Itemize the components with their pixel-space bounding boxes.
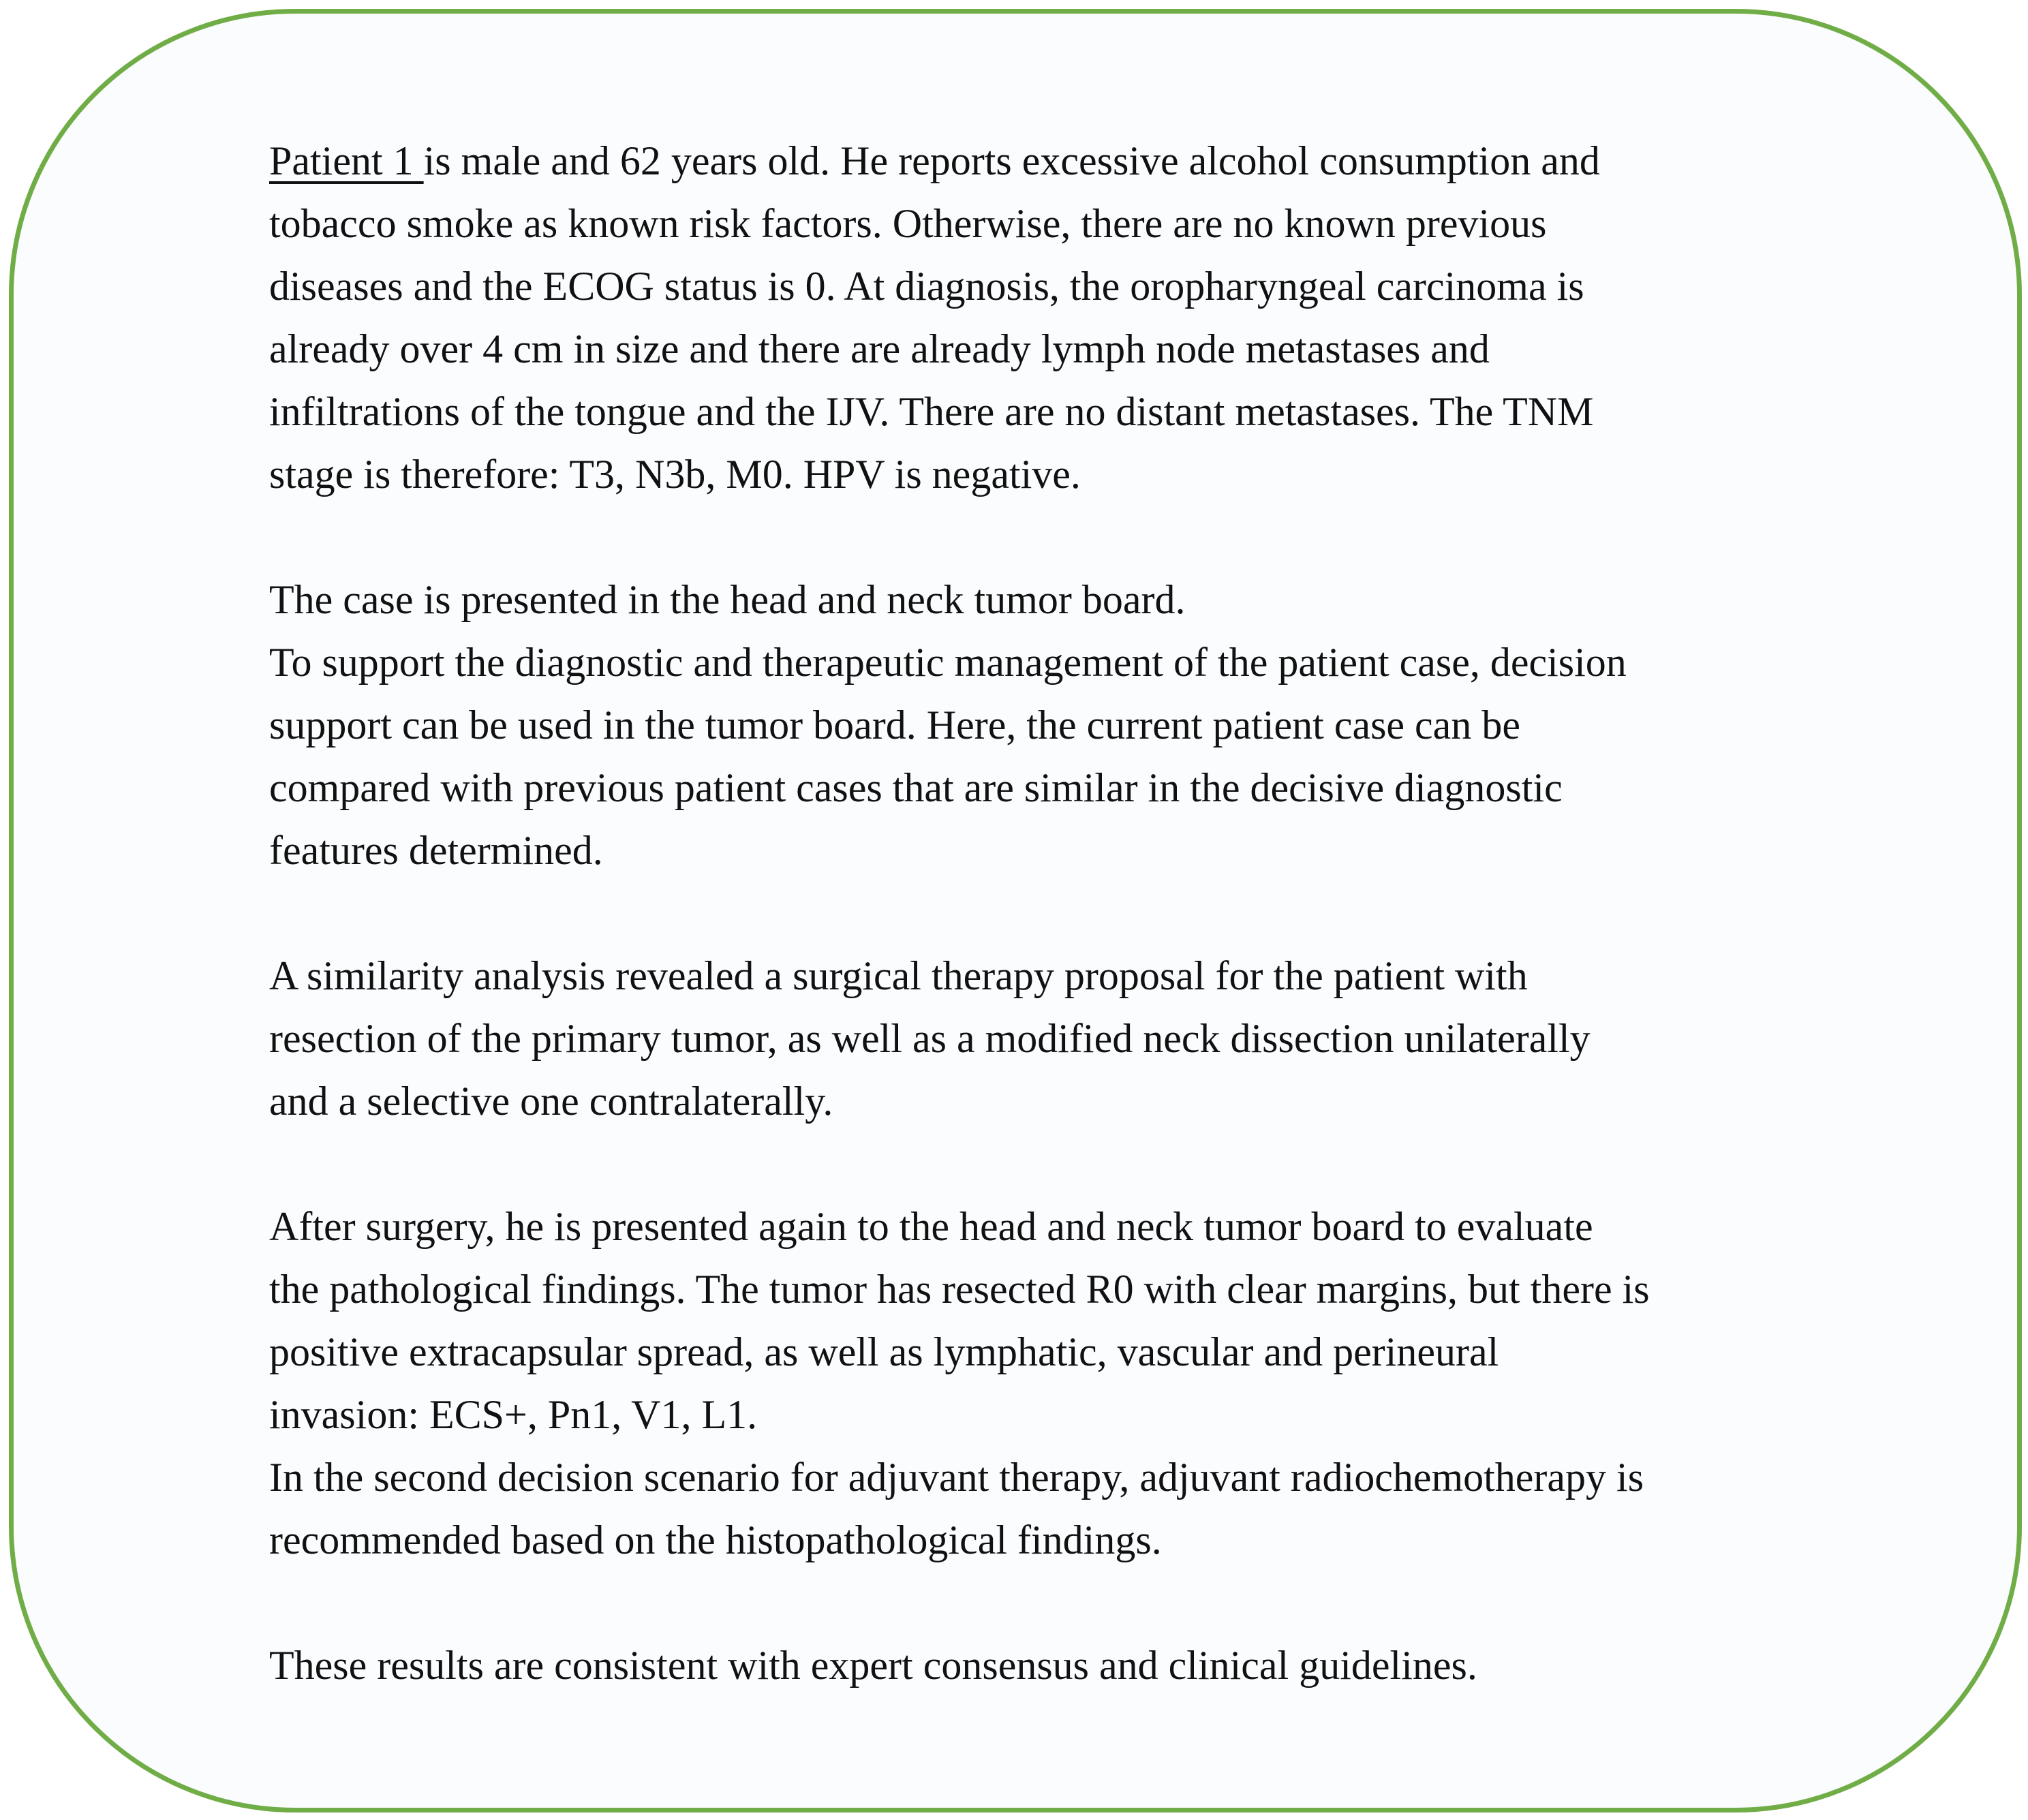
text-line: tobacco smoke as known risk factors. Otherwise, there are no known previous <box>269 201 1547 246</box>
text-line: diseases and the ECOG status is 0. At diagnosis, the oropharyngeal carcinoma is <box>269 264 1584 309</box>
text-line: stage is therefore: T3, N3b, M0. HPV is negative. <box>269 452 1081 497</box>
text-line: features determined. <box>269 828 603 873</box>
text-line: In the second decision scenario for adjuvant therapy, adjuvant radiochemotherapy is <box>269 1455 1644 1500</box>
text-line: A similarity analysis revealed a surgical therapy proposal for the patient with <box>269 953 1528 998</box>
paragraph-spacer <box>269 506 1650 568</box>
text-line-content: is male and 62 years old. He reports excessive alcohol consumption and <box>423 138 1600 183</box>
text-line: These results are consistent with expert consensus and clinical guidelines. <box>269 1643 1477 1688</box>
case-description <box>269 129 1650 1697</box>
paragraph-similarity-analysis <box>269 944 1650 1132</box>
text-line: the pathological findings. The tumor has resected R0 with clear margins, but there is <box>269 1267 1650 1312</box>
text-line: compared with previous patient cases that are similar in the decisive diagnostic <box>269 765 1563 810</box>
paragraph-spacer <box>269 882 1650 944</box>
paragraph-post-surgery <box>269 1195 1650 1571</box>
text-line: and a selective one contralaterally. <box>269 1079 833 1124</box>
text-line: positive extracapsular spread, as well as lymphatic, vascular and perineural <box>269 1329 1499 1374</box>
paragraph-conclusion <box>269 1634 1650 1697</box>
paragraph-tumor-board <box>269 568 1650 882</box>
patient-label: Patient 1 <box>269 138 424 183</box>
paragraph-patient-summary <box>269 129 1650 506</box>
text-line: recommended based on the histopathological findings. <box>269 1517 1162 1562</box>
text-line: already over 4 cm in size and there are already lymph node metastases and <box>269 326 1490 371</box>
text-line: resection of the primary tumor, as well as a modified neck dissection unilaterally <box>269 1016 1591 1061</box>
text-line: To support the diagnostic and therapeutic management of the patient case, decision <box>269 640 1627 685</box>
paragraph-spacer <box>269 1132 1650 1195</box>
text-line: invasion: ECS+, Pn1, V1, L1. <box>269 1392 758 1437</box>
text-line <box>269 129 1650 192</box>
text-line: The case is presented in the head and neck tumor board. <box>269 577 1186 622</box>
paragraph-spacer <box>269 1571 1650 1634</box>
text-line: infiltrations of the tongue and the IJV. There are no distant metastases. The TNM <box>269 389 1594 434</box>
text-line: After surgery, he is presented again to the head and neck tumor board to evaluate <box>269 1204 1593 1249</box>
text-line: support can be used in the tumor board. Here, the current patient case can be <box>269 703 1520 747</box>
